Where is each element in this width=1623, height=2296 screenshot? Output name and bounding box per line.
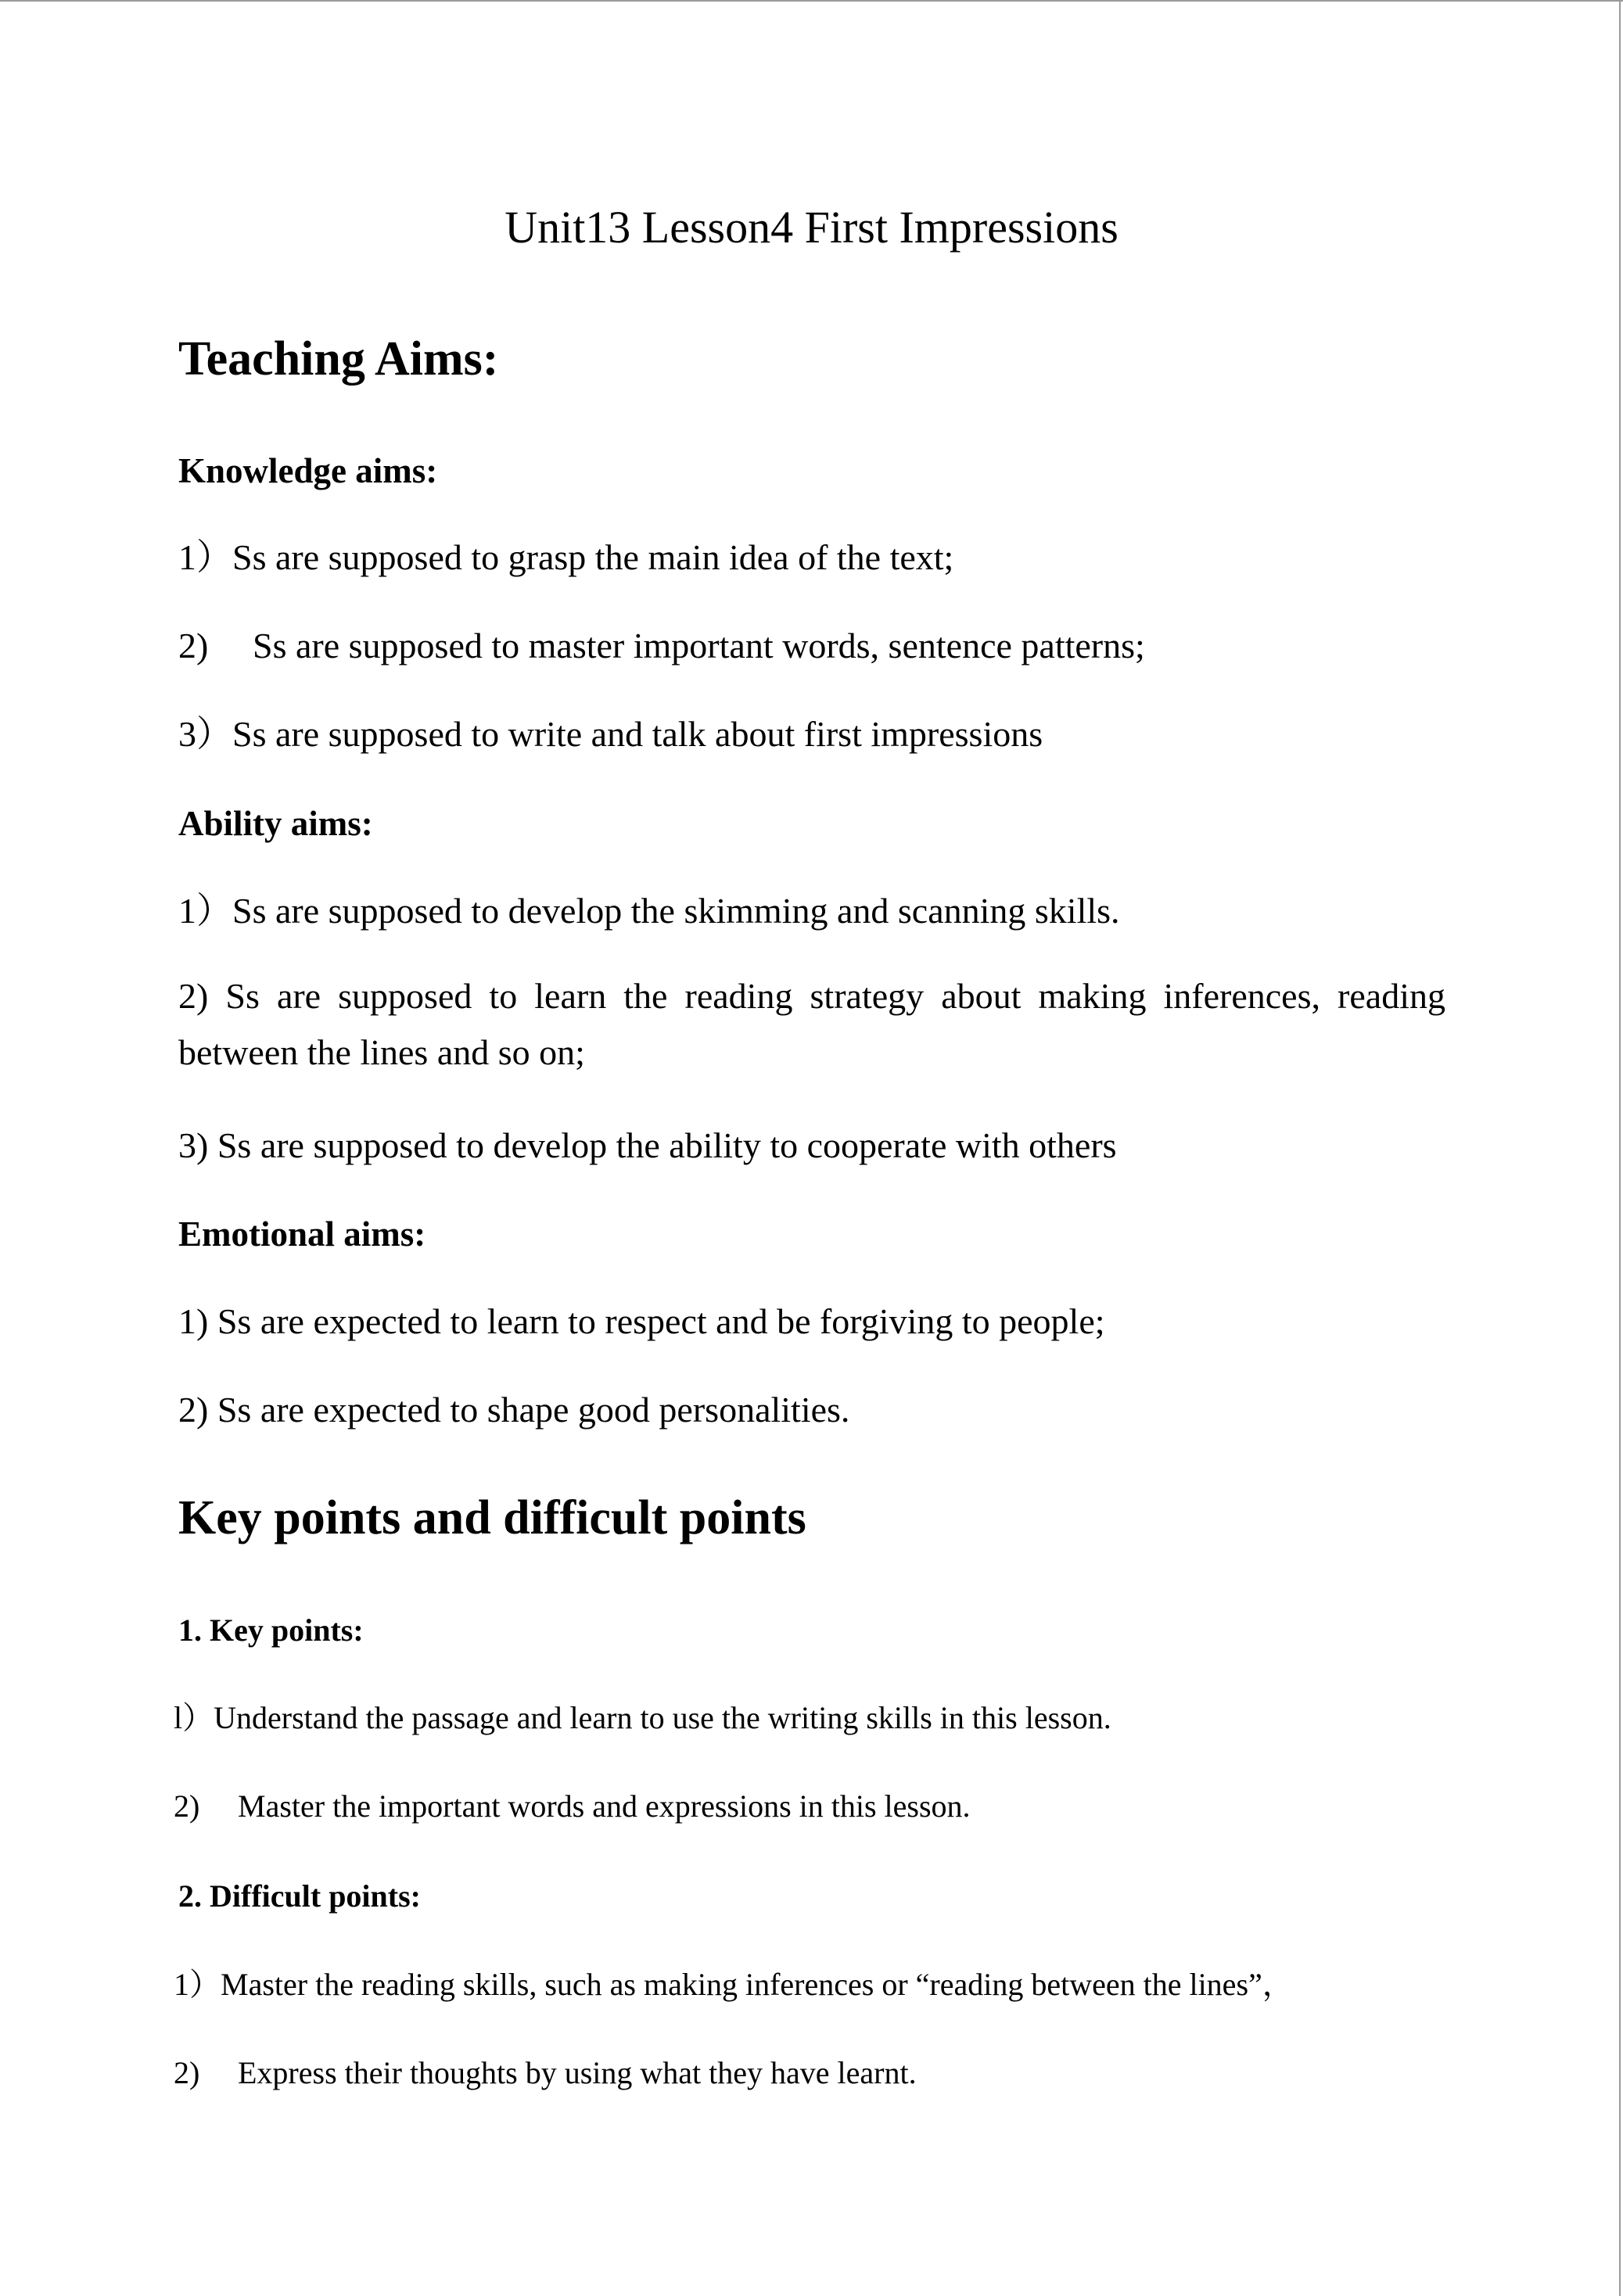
item-text: Ss are supposed to develop the skimming and scanning skills. bbox=[232, 891, 1120, 931]
item-number: 3） bbox=[178, 714, 232, 754]
knowledge-aim-item bbox=[178, 537, 954, 577]
item-number: 3) bbox=[178, 1125, 209, 1165]
ability-aim-item bbox=[178, 968, 1445, 1081]
emotional-aims-heading: Emotional aims: bbox=[178, 1214, 426, 1254]
teaching-aims-heading: Teaching Aims: bbox=[178, 332, 499, 386]
item-text: Ss are supposed to master important words, sentence patterns; bbox=[253, 626, 1145, 665]
page-right-edge bbox=[1619, 0, 1621, 2296]
item-number: 2) bbox=[174, 1788, 200, 1824]
ability-aim-item bbox=[178, 1125, 1117, 1165]
item-number: 2) bbox=[178, 976, 209, 1016]
item-text: Understand the passage and learn to use the writing skills in this lesson. bbox=[214, 1700, 1111, 1735]
knowledge-aim-item bbox=[178, 628, 1145, 664]
item-text: Ss are supposed to write and talk about first impressions bbox=[232, 714, 1043, 754]
key-points-heading: Key points and difficult points bbox=[178, 1491, 806, 1544]
item-text: Master the reading skills, such as making inferences or “reading between the lines”， bbox=[221, 1967, 1294, 2002]
key-point-item bbox=[174, 1702, 1111, 1734]
item-number: 2) bbox=[178, 626, 209, 665]
item-number: 1） bbox=[178, 537, 232, 577]
difficult-point-item bbox=[174, 2057, 917, 2089]
item-text: Ss are supposed to grasp the main idea of the text; bbox=[232, 537, 954, 577]
item-number: 1) bbox=[178, 1301, 209, 1341]
ability-aims-heading: Ability aims: bbox=[178, 804, 373, 843]
item-text: Ss are expected to learn to respect and be forgiving to people; bbox=[217, 1301, 1105, 1341]
key-points-subheading: 1. Key points: bbox=[178, 1613, 364, 1648]
item-text: Ss are supposed to learn the reading strategy about making inferences, reading between the lines and so on; bbox=[178, 976, 1445, 1072]
ability-aim-item bbox=[178, 893, 1120, 929]
item-text: Express their thoughts by using what they have learnt. bbox=[238, 2055, 917, 2090]
item-number: 1） bbox=[174, 1967, 221, 2002]
emotional-aim-item bbox=[178, 1392, 849, 1428]
item-text: Ss are expected to shape good personalities. bbox=[217, 1390, 850, 1430]
emotional-aim-item bbox=[178, 1301, 1105, 1341]
item-text: Master the important words and expressions in this lesson. bbox=[238, 1788, 971, 1824]
item-number: 2) bbox=[178, 1390, 209, 1430]
item-number: 1） bbox=[178, 891, 232, 931]
knowledge-aims-heading: Knowledge aims: bbox=[178, 451, 438, 490]
difficult-points-subheading: 2. Difficult points: bbox=[178, 1878, 421, 1914]
knowledge-aim-item bbox=[178, 716, 1043, 752]
item-number: 2) bbox=[174, 2055, 200, 2090]
difficult-point-item bbox=[174, 1969, 1294, 2000]
document-title: Unit13 Lesson4 First Impressions bbox=[504, 202, 1119, 253]
page-top-edge bbox=[0, 0, 1623, 2]
item-number: l） bbox=[174, 1700, 214, 1735]
item-text: Ss are supposed to develop the ability to cooperate with others bbox=[217, 1125, 1117, 1165]
key-point-item bbox=[174, 1788, 971, 1824]
